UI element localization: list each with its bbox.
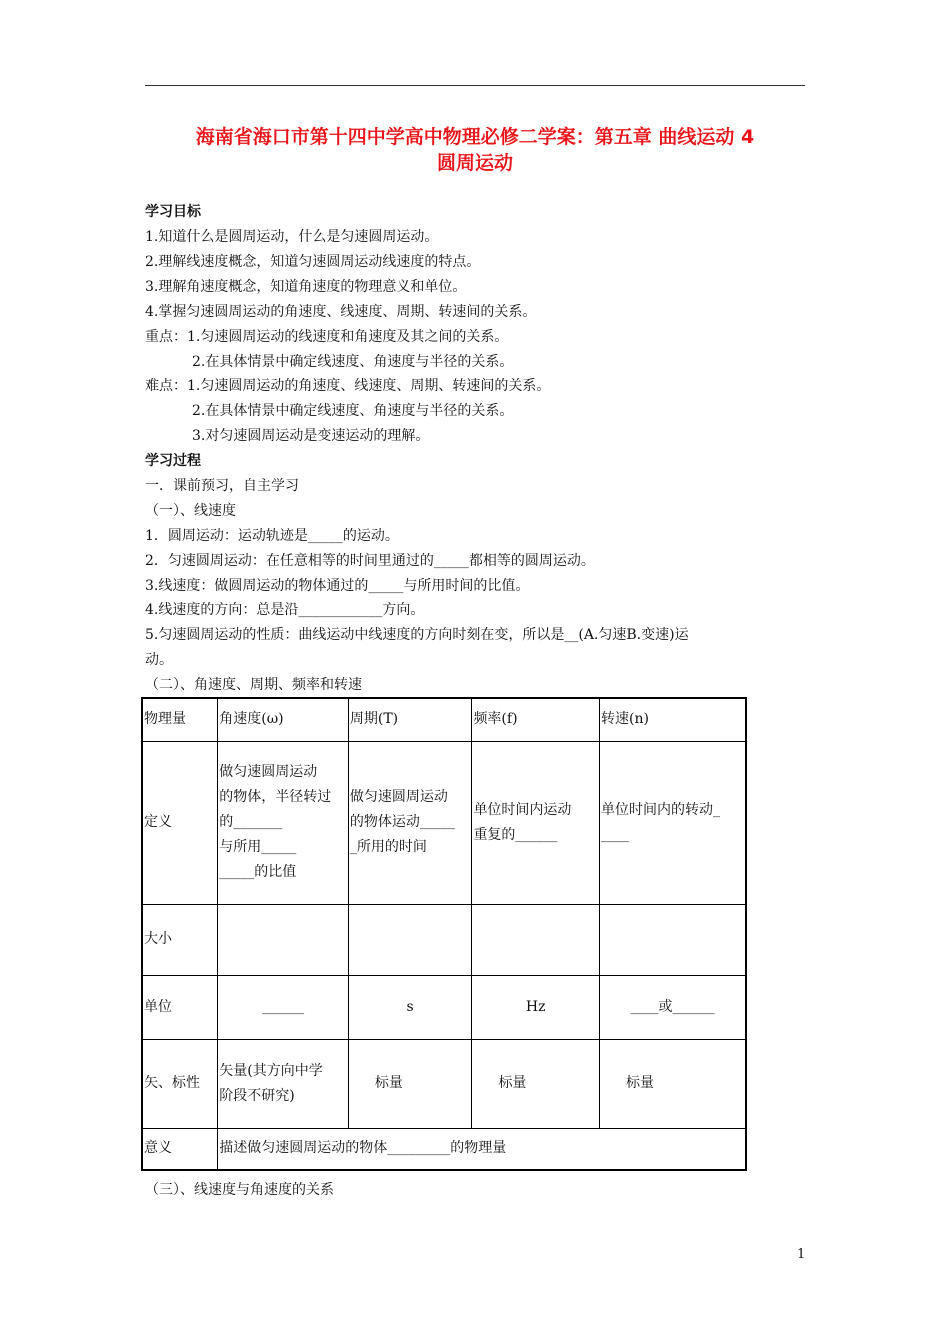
goal-item: 4.掌握匀速圆周运动的角速度、线速度、周期、转速间的关系。 [145,304,537,320]
key-point: 重点：1.匀速圆周运动的线速度和角速度及其之间的关系。 [145,329,509,345]
header-rule [145,85,805,86]
fill-item: 3.线速度：做圆周运动的物体通过的_____与所用时间的比值。 [145,578,530,594]
difficult-point: 3.对匀速圆周运动是变速运动的理解。 [192,428,430,444]
goal-item: 1.知道什么是圆周运动，什么是匀速圆周运动。 [145,229,439,245]
header-cell: 角速度(ω) [218,698,349,741]
header-cell: 物理量 [142,698,218,741]
cell-line: 阶段不研究) [219,1087,295,1104]
cell-line: 单位时间内的转动_ [601,801,720,818]
empty-cell [218,904,349,975]
row-label: 大小 [142,904,218,975]
table-row [142,698,746,741]
process-heading: 学习过程 [145,453,201,469]
section-one: 一．课前预习，自主学习 [145,478,299,494]
unit-period-cell: s [348,975,472,1039]
empty-cell [600,904,747,975]
def-frequency-cell [472,741,600,904]
row-label: 意义 [142,1128,218,1170]
header-cell: 周期(T) [348,698,472,741]
vector-frequency-cell: 标量 [472,1039,600,1128]
goals-heading: 学习目标 [145,204,201,220]
cell-line: _所用的时间 [349,839,427,855]
subsection-linear-velocity: （一）、线速度 [145,503,236,519]
cell-line: _____的比值 [219,864,297,880]
fill-item: 1．圆周运动：运动轨迹是_____的运动。 [145,528,399,544]
difficult-point: 难点：1.匀速圆周运动的角速度、线速度、周期、转速间的关系。 [145,378,551,394]
title-line-1: 海南省海口市第十四中学高中物理必修二学案：第五章 曲线运动 4 [195,126,755,148]
difficult-point: 2.在具体情景中确定线速度、角速度与半径的关系。 [192,403,514,419]
page-number: 1 [797,1247,806,1262]
unit-speed-cell: ____或______ [600,975,747,1039]
cell-line: ____ [601,826,629,843]
row-label: 矢、标性 [142,1039,218,1128]
subsection-angular-velocity: （二）、角速度、周期、频率和转速 [145,677,362,693]
subsection-relation: （三）、线速度与角速度的关系 [145,1182,334,1198]
cell-line: 的物体，半径转过 [219,789,332,805]
meaning-cell: 描述做匀速圆周运动的物体_________的物理量 [218,1128,746,1170]
cell-line: 矢量(其方向中学 [219,1062,323,1079]
table-row [142,975,746,1039]
cell-line: 做匀速圆周运动 [349,789,448,805]
vector-omega-cell [218,1039,349,1128]
goal-item: 3.理解角速度概念，知道角速度的物理意义和单位。 [145,279,467,295]
def-speed-cell [600,741,747,904]
cell-line: 做匀速圆周运动 [219,764,318,780]
cell-line: 重复的______ [473,826,558,843]
unit-omega-cell: ______ [218,975,349,1039]
quantities-table [141,697,747,1171]
vector-period-cell: 标量 [348,1039,472,1128]
header-cell: 转速(n) [600,698,747,741]
fill-item: 5.匀速圆周运动的性质：曲线运动中线速度的方向时刻在变，所以是__(A.匀速B.变速)运 [145,627,689,643]
document-title [140,124,810,176]
header-cell: 频率(f) [472,698,600,741]
key-point: 2.在具体情景中确定线速度、角速度与半径的关系。 [192,354,514,370]
goal-item: 2.理解线速度概念，知道匀速圆周运动线速度的特点。 [145,254,481,270]
table-row [142,904,746,975]
title-line-2: 圆周运动 [436,152,513,174]
empty-cell [472,904,600,975]
row-label: 单位 [142,975,218,1039]
fill-item: 4.线速度的方向：总是沿____________方向。 [145,602,425,618]
def-omega-cell [218,741,349,904]
fill-item: 2．匀速圆周运动：在任意相等的时间里通过的_____都相等的圆周运动。 [145,553,595,569]
fill-item: 动。 [145,652,173,668]
cell-line: 单位时间内运动 [473,801,572,818]
cell-line: 与所用_____ [219,839,297,855]
row-label: 定义 [142,741,218,904]
table-row [142,1128,746,1170]
unit-frequency-cell: Hz [472,975,600,1039]
vector-speed-cell: 标量 [600,1039,747,1128]
table-row [142,741,746,904]
empty-cell [348,904,472,975]
def-period-cell [348,741,472,904]
table-row [142,1039,746,1128]
cell-line: 的物体运动_____ [349,814,455,830]
cell-line: 的_______ [219,814,283,830]
